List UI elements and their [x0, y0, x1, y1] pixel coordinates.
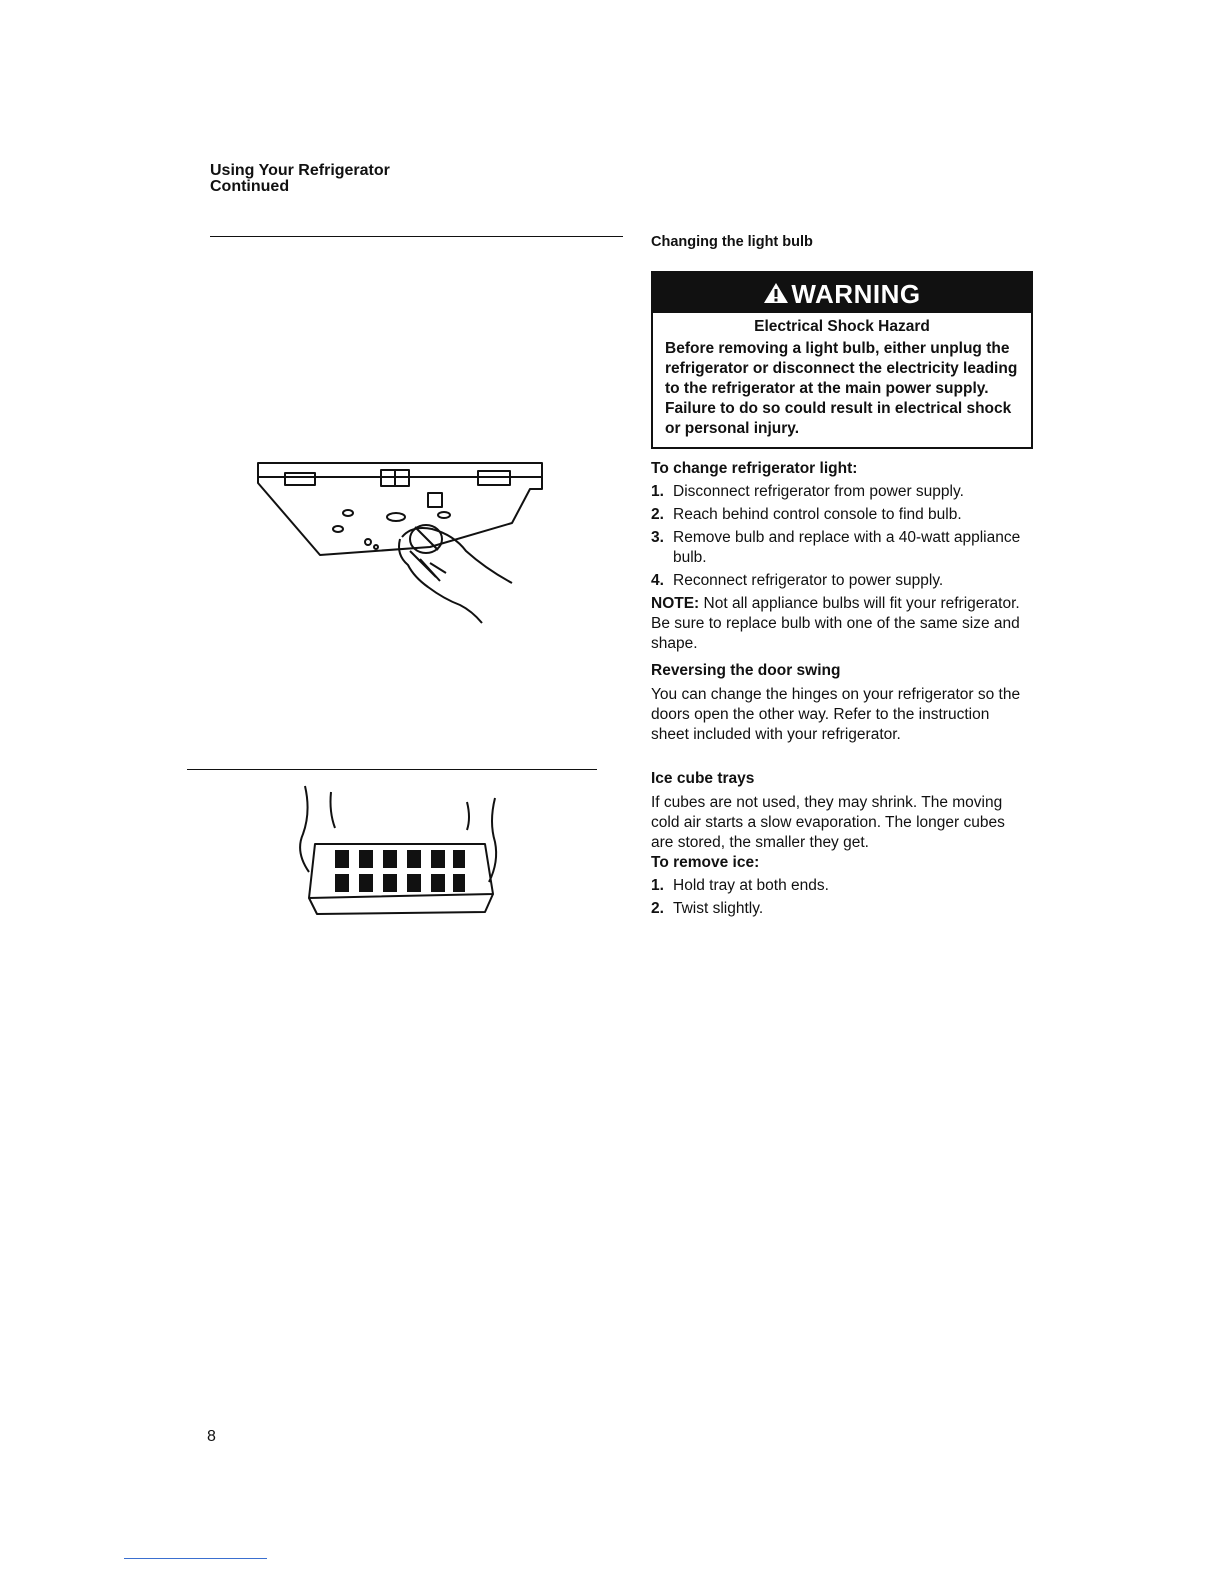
page-number: 8 — [207, 1428, 216, 1445]
list-item: 4. Reconnect refrigerator to power supply. — [651, 572, 944, 589]
list-item: 2. Reach behind control console to find bulb. — [651, 506, 962, 523]
ice-trays-text: If cubes are not used, they may shrink. The moving cold air starts a slow evaporation. The longer cubes are stored, the smaller they get. — [651, 794, 1005, 851]
footer-line — [124, 1558, 267, 1559]
page-header — [210, 163, 390, 195]
ice-tray-illustration — [295, 782, 505, 922]
ice-trays-heading: Ice cube trays — [651, 770, 755, 787]
light-bulb-illustration — [250, 455, 550, 630]
light-bulb-title: Changing the light bulb — [651, 234, 813, 250]
change-light-heading: To change refrigerator light: — [651, 460, 858, 477]
change-light-steps — [651, 482, 1031, 591]
note-label: NOTE: — [651, 595, 700, 612]
bulb-note — [651, 594, 1031, 654]
warning-triangle-icon — [763, 281, 789, 305]
change-light-section — [651, 459, 1031, 654]
ice-trays-section — [651, 769, 1031, 922]
section-rule-middle — [187, 769, 597, 770]
list-item: 2. Twist slightly. — [651, 900, 764, 917]
remove-ice-heading: To remove ice: — [651, 854, 760, 871]
list-item: 3. Remove bulb and replace with a 40-watt appliance bulb. — [651, 529, 1021, 566]
warning-text: Before removing a light bulb, either unplug the refrigerator or disconnect the electricity leading to the refrigerator at the main power supply. Failure to do so could result in electrical shock or personal injury. — [665, 340, 1018, 437]
header-subtitle: Continued — [210, 178, 290, 195]
note-text: Not all appliance bulbs will fit your refrigerator. Be sure to replace bulb with one of the same size and shape. — [651, 595, 1020, 652]
list-item: 1. Hold tray at both ends. — [651, 877, 829, 894]
warning-box — [651, 271, 1033, 449]
section-rule-top — [210, 236, 623, 237]
header-title: Using Your Refrigerator — [210, 162, 390, 179]
door-swing-heading: Reversing the door swing — [651, 662, 841, 679]
warning-label: WARNING — [791, 279, 921, 309]
door-swing-section — [651, 661, 1031, 745]
door-swing-text: You can change the hinges on your refrigerator so the doors open the other way. Refer to the instruction sheet included with your refrigerator. — [651, 686, 1021, 743]
warning-banner — [653, 273, 1031, 313]
remove-ice-steps — [651, 876, 1031, 919]
warning-subtitle: Electrical Shock Hazard — [754, 318, 930, 335]
list-item: 1. Disconnect refrigerator from power supply. — [651, 483, 964, 500]
